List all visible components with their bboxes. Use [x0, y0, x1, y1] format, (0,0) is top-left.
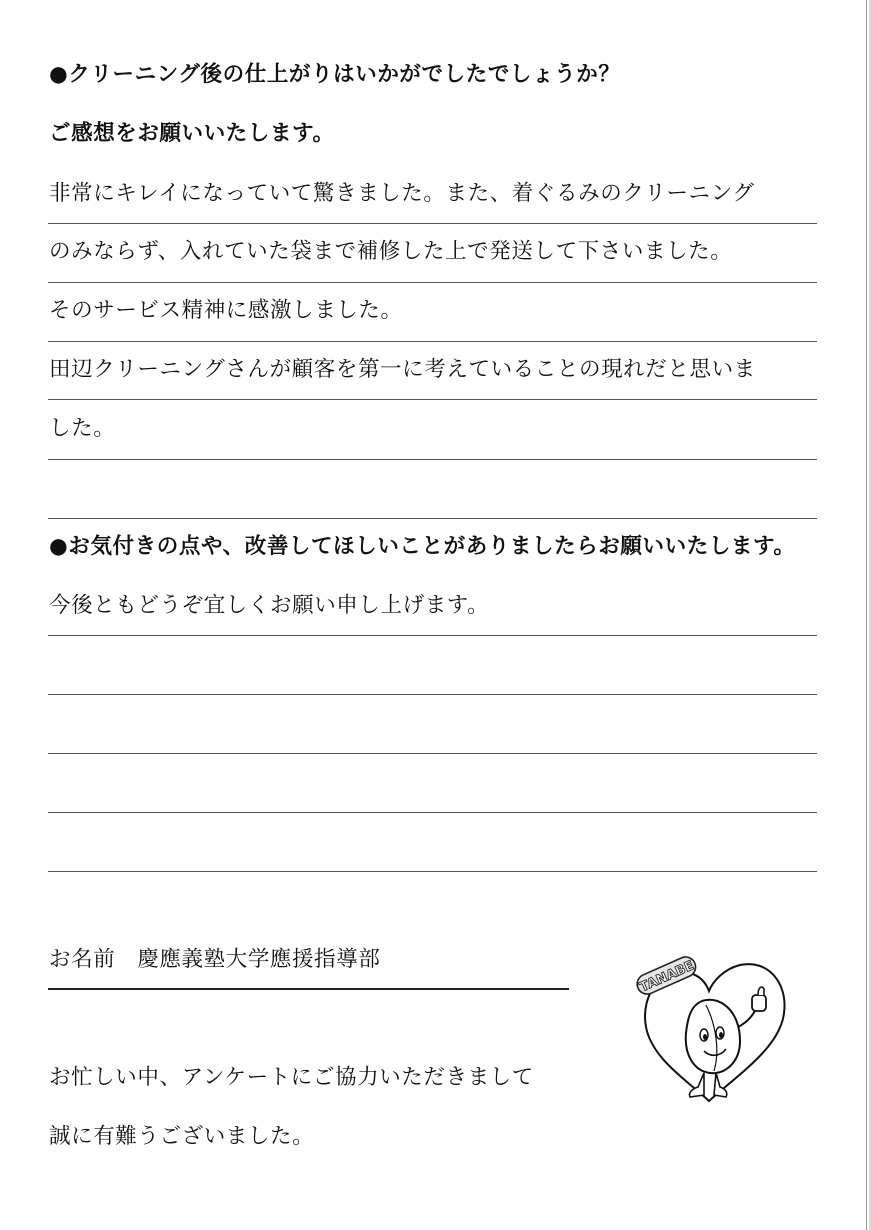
question-1-line-1: ●クリーニング後の仕上がりはいかがでしたでしょうか？: [49, 62, 621, 87]
closing-line-1: お忙しい中、アンケートにご協力いただきまして: [49, 1065, 534, 1090]
answer-rule: [48, 635, 817, 636]
answer-1-line-3: そのサービス精神に感激しました。: [49, 298, 403, 323]
answer-rule: [48, 871, 817, 872]
name-value: 慶應義塾大学應援指導部: [137, 947, 381, 972]
answer-rule: [48, 694, 817, 695]
answer-1-line-4: 田辺クリーニングさんが顧客を第一に考えていることの現れだと思いま: [49, 357, 756, 382]
closing-line-2: 誠に有難うございました。: [49, 1124, 315, 1149]
name-label: お名前: [49, 947, 116, 972]
heart-mascot-icon: [628, 955, 790, 1105]
answer-rule: [48, 812, 817, 813]
answer-1-line-1: 非常にキレイになっていて驚きました。また、着ぐるみのクリーニング: [49, 181, 755, 206]
page-edge: [866, 0, 867, 1230]
name-underline: [48, 988, 569, 990]
name-field: [49, 946, 380, 974]
answer-1-line-2: のみならず、入れていた袋まで補修した上で発送して下さいました。: [49, 239, 733, 264]
question-2: ●お気付きの点や、改善してほしいことがありましたらお願いいたします。: [49, 534, 796, 559]
answer-rule: [48, 459, 817, 460]
answer-rule: [48, 282, 817, 283]
answer-rule: [48, 753, 817, 754]
answer-rule: [48, 223, 817, 224]
answer-rule: [48, 518, 817, 519]
answer-2-line-1: 今後ともどうぞ宜しくお願い申し上げます。: [49, 593, 490, 618]
question-1-line-2: ご感想をお願いいたします。: [49, 121, 335, 146]
answer-rule: [48, 399, 817, 400]
answer-rule: [48, 341, 817, 342]
mascot-logo-text: TANABE: [637, 958, 697, 996]
answer-1-line-5: した。: [49, 416, 116, 441]
